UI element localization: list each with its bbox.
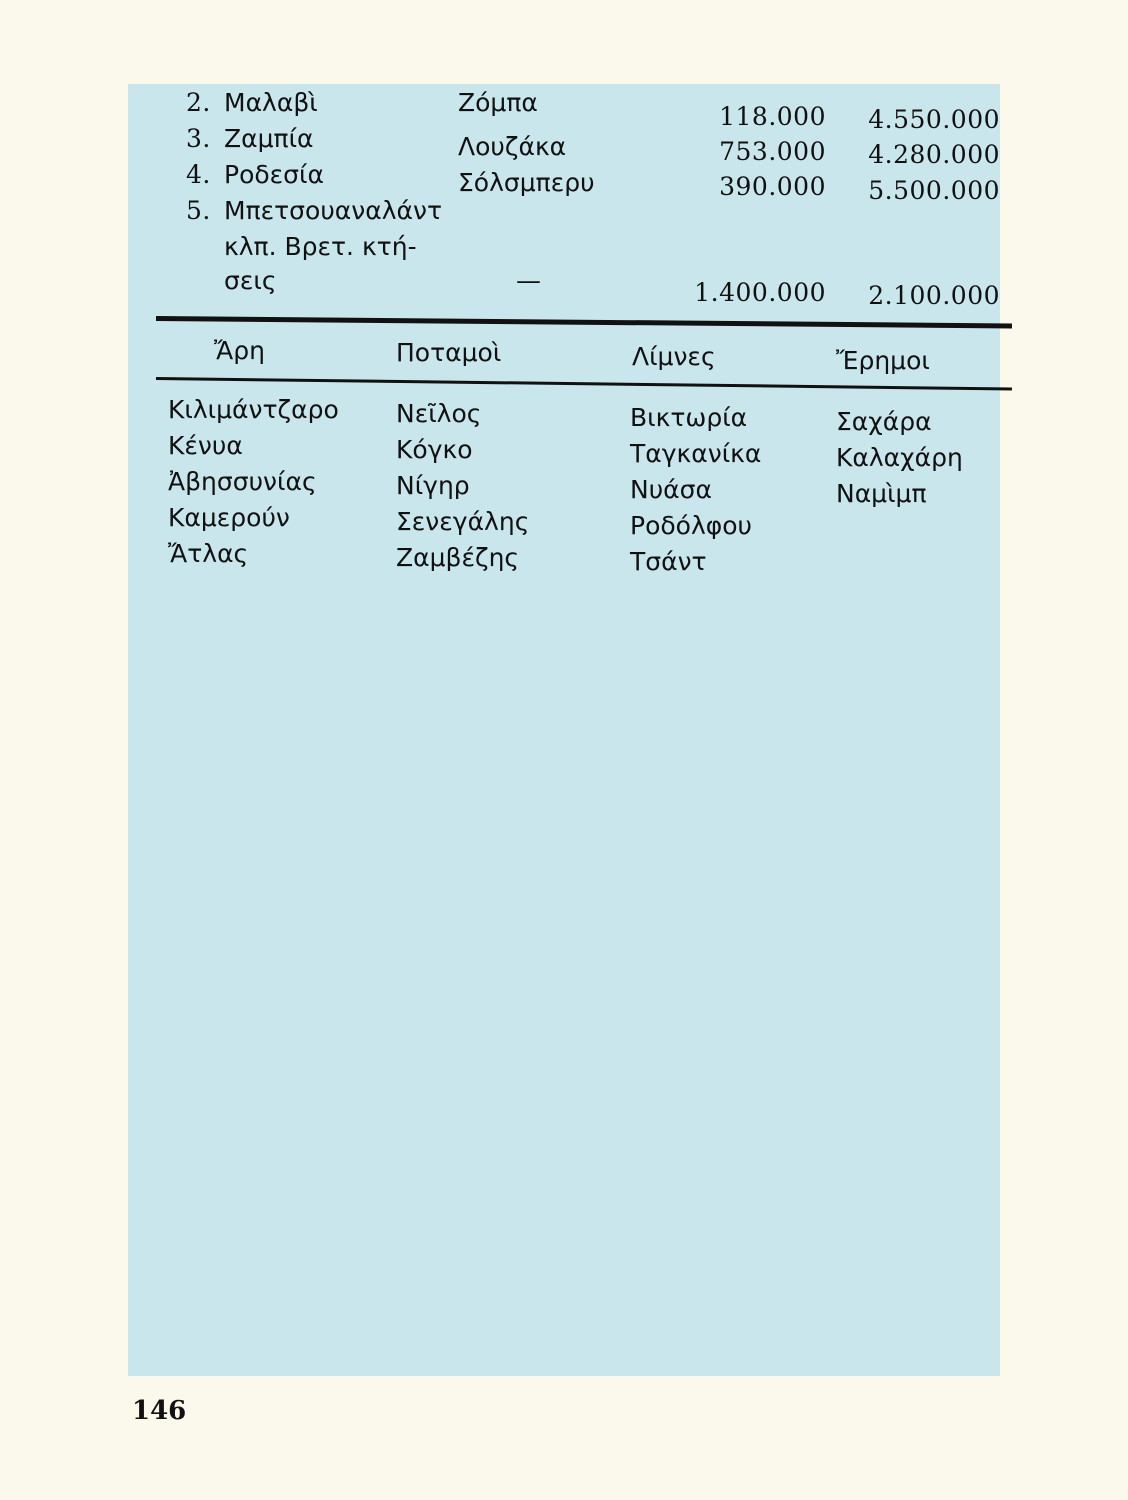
- list-item: Ναμὶμπ: [836, 479, 927, 508]
- header-lakes: Λίμνες: [632, 342, 716, 371]
- capital-name: Λουζάκα: [458, 132, 567, 161]
- header-deserts: Ἔρημοι: [836, 346, 930, 375]
- area-value: 753.000: [719, 137, 826, 166]
- header-rivers: Ποταμοὶ: [396, 338, 502, 367]
- row-index: 3.: [186, 124, 211, 153]
- country-name-line: σεις: [224, 266, 277, 295]
- capital-name: —: [516, 266, 541, 295]
- list-item: Ταγκανίκα: [630, 439, 762, 468]
- population-value: 4.280.000: [868, 140, 1000, 169]
- area-value: 390.000: [719, 172, 826, 201]
- area-value: 1.400.000: [694, 278, 826, 307]
- population-value: 5.500.000: [868, 176, 1000, 205]
- rivers-column: [396, 396, 529, 576]
- country-name: Μαλαβὶ: [224, 88, 318, 117]
- country-name: Ροδεσία: [224, 160, 324, 189]
- list-item: Βικτωρία: [630, 403, 748, 432]
- population-value: 4.550.000: [868, 105, 1000, 134]
- list-item: Καλαχάρη: [836, 443, 963, 472]
- list-item: Νίγηρ: [396, 471, 470, 500]
- population-value: 2.100.000: [868, 281, 1000, 310]
- list-item: Κένυα: [168, 431, 243, 460]
- area-value: 118.000: [719, 102, 826, 131]
- lakes-column: [630, 400, 761, 580]
- list-item: Σενεγάλης: [396, 507, 530, 536]
- capital-name: Σόλσμπερυ: [458, 168, 595, 197]
- list-item: Νεῖλος: [396, 399, 482, 428]
- list-item: Τσάντ: [630, 547, 707, 576]
- list-item: Ἄτλας: [168, 539, 249, 568]
- header-mountains: Ἄρη: [214, 336, 265, 365]
- country-name: Ζαμπία: [224, 124, 314, 153]
- deserts-column: [836, 404, 963, 512]
- list-item: Κιλιμάντζαρο: [168, 395, 339, 424]
- list-item: Σαχάρα: [836, 407, 932, 436]
- list-item: Ροδόλφου: [630, 511, 753, 540]
- country-name-line: Μπετσουαναλάντ: [224, 196, 443, 225]
- list-item: Νυάσα: [630, 475, 712, 504]
- mountains-column: [168, 392, 339, 572]
- capital-name: Ζόμπα: [458, 88, 538, 117]
- list-item: Ζαμβέζης: [396, 543, 520, 572]
- country-name-line: κλπ. Βρετ. κτή-: [224, 232, 417, 261]
- list-item: Καμερούν: [168, 503, 290, 532]
- list-item: Κόγκο: [396, 435, 473, 464]
- page-number: 146: [132, 1396, 187, 1426]
- row-index: 4.: [186, 160, 211, 189]
- row-index: 2.: [186, 88, 211, 117]
- row-index: 5.: [186, 196, 211, 225]
- list-item: Ἀβησσυνίας: [168, 467, 317, 496]
